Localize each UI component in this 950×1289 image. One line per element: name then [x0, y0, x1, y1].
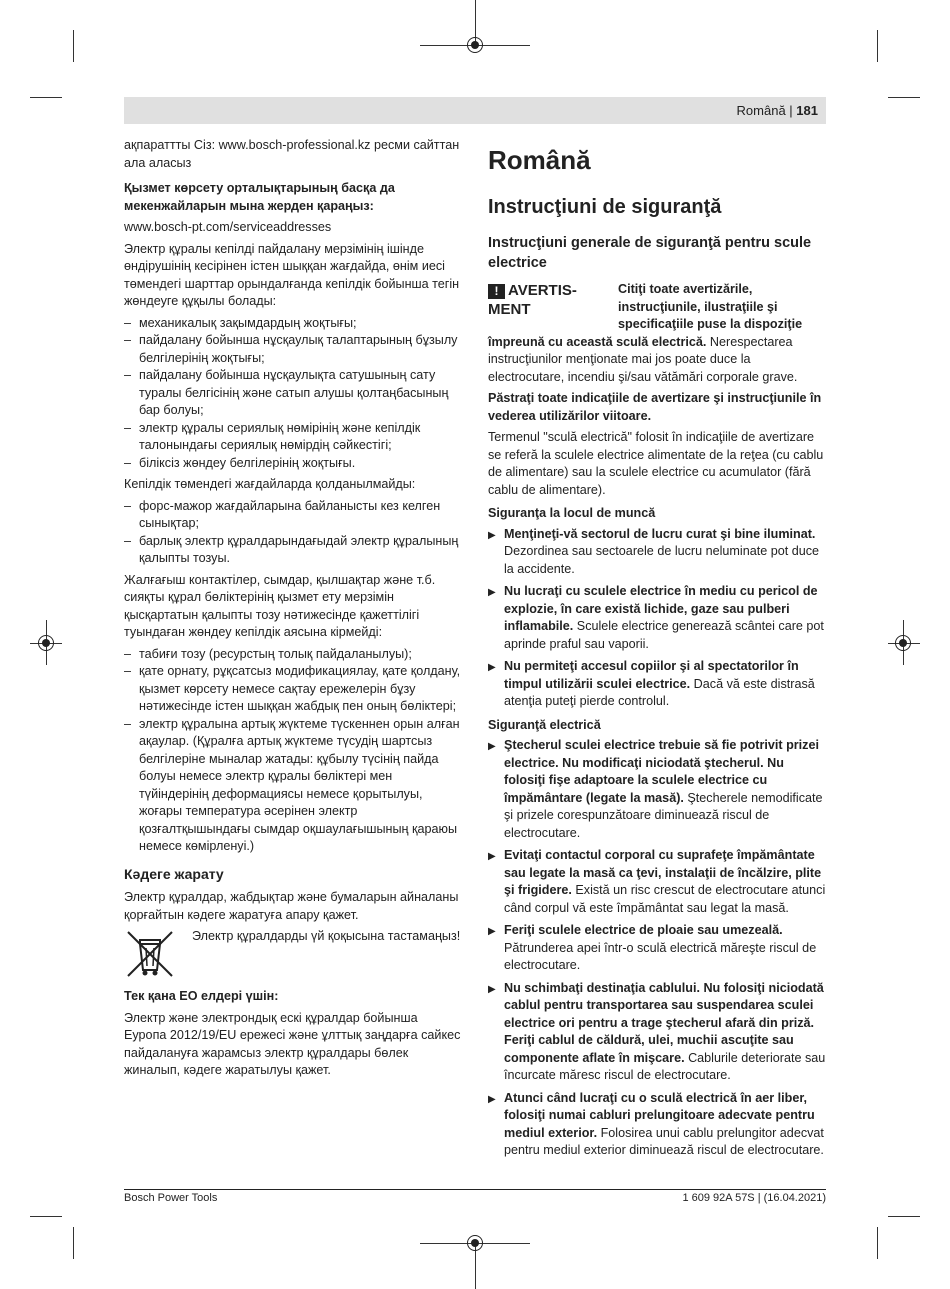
crop-mark	[30, 1216, 62, 1217]
crop-mark	[30, 97, 62, 98]
crop-mark	[73, 1227, 74, 1259]
warning-text: Citiţi toate avertizările, instrucţiunile, ilustraţiile şi specificaţiile puse la dispoziţie	[618, 282, 803, 331]
crop-mark	[877, 1227, 878, 1259]
weee-block	[124, 928, 462, 980]
list-item: ▶ Evitaţi contactul corporal cu suprafeţe împământate sau legate la masă ca ţevi, instalaţii de încălzire, plite şi frigidere. Există un risc crescut de electrocutare atunci când corpul vă este împământat sau legat la masă.	[488, 847, 826, 917]
header-language: Română	[736, 103, 786, 118]
footer-doc-number: 1 609 92A 57S | (16.04.2021)	[682, 1192, 826, 1204]
service-centers-heading: Қызмет көрсету орталықтарының басқа да мекенжайларын мына жерден қараңыз:	[124, 181, 395, 213]
paragraph: Электр құралдар, жабдықтар және бумаларын айналаны қорғайтын кәдеге жаратуға апару қажет.	[124, 890, 459, 922]
section-heading: Instrucţiuni de siguranţă	[488, 196, 722, 218]
disposal-heading: Кәдеге жарату	[124, 865, 224, 882]
crossed-bin-icon	[124, 928, 176, 980]
warning-label: ! AVERTIS-MENT	[488, 282, 577, 318]
subsection-heading: Instrucţiuni generale de siguranţă pentru scule electrice	[488, 235, 812, 271]
crop-mark	[888, 1216, 920, 1217]
registration-mark-icon	[38, 635, 54, 651]
list-item: – табиғи тозу (ресурстың толық пайдаланылуы);	[124, 646, 462, 664]
list-item: – электр құралына артық жүктеме түскеннен орын алған ақаулар. (Құралға артық жүктеме түсудің шартсыз белгілеріне мыналар жатады: құбылу түсінің пайда болуы немесе электр құралы бөліктері мен түйіндерінің деформациясы немесе қорытылуы, жоғары температура әсерінен электр қозғалтқышындағы сымдар оқшаулағышының қараюы немесе көмірленуі.)	[124, 716, 462, 856]
crop-mark	[888, 97, 920, 98]
list-item: – қате орнату, рұқсатсыз модификациялау, қате қолдану, қызмет көрсету немесе сақтау ережелерін бұзу нәтижесінде істен шыққан жабдық пен оның бөліктері;	[124, 663, 462, 716]
list-item: – механикалық зақымдардың жоқтығы;	[124, 315, 462, 333]
list-item: ▶ Nu lucraţi cu sculele electrice în mediu cu pericol de explozie, în care există lichide, gaze sau pulberi inflamabile. Sculele electrice generează scântei care pot aprinde praful sau vaporii.	[488, 583, 826, 653]
left-column	[124, 137, 462, 1084]
page-header: Română | 181	[124, 97, 826, 124]
list-item: ▶ Menţineţi-vă sectorul de lucru curat şi bine iluminat. Dezordinea sau sectoarele de lucru neluminate pot duce la accidente.	[488, 526, 826, 579]
work-area-list	[488, 526, 826, 711]
wear-list	[124, 646, 462, 856]
keep-instructions: Păstraţi toate indicaţiile de avertizare şi instrucţiunile în vederea utilizărilor viitoare.	[488, 391, 822, 423]
electrical-safety-list	[488, 737, 826, 1160]
work-area-heading: Siguranţa la locul de muncă	[488, 506, 656, 520]
warning-triangle-icon: !	[488, 284, 505, 299]
list-item: ▶ Nu schimbaţi destinaţia cablului. Nu folosiţi niciodată cablul pentru transportarea sau suspendarea sculei electrice ori pentru a trage ştecherul afară din priză. Feriţi cablul de căldură, ulei, muchii ascuţite sau componente aflate în mişcare. Cablurile deteriorate sau încurcate măresc riscul de electrocutare.	[488, 980, 826, 1085]
crop-mark	[73, 30, 74, 62]
warranty-conditions-list	[124, 315, 462, 473]
list-item: – форс-мажор жағдайларына байланысты кез келген сынықтар;	[124, 498, 462, 533]
list-item: – пайдалану бойынша нұсқаулық талаптарының бұзылу белгілерінің жоқтығы;	[124, 332, 462, 367]
warning-continuation: împreună cu această sculă electrică. Nerespectarea instrucţiunilor menţionate mai jos poate duce la electrocutare, incendiu şi/sau vătămări corporale grave.	[488, 334, 798, 384]
registration-mark-icon	[467, 1235, 483, 1251]
registration-mark-icon	[895, 635, 911, 651]
page-number: 181	[796, 103, 818, 118]
list-item: – барлық электр құралдарындағыдай электр құралының қалыпты тозуы.	[124, 533, 462, 568]
list-item: ▶ Atunci când lucraţi cu o sculă electrică în aer liber, folosiţi numai cabluri prelungitoare adecvate pentru mediul exterior. Folosirea unui cablu prelungitor adecvat pentru mediul exterior diminuează riscul de electrocutare.	[488, 1090, 826, 1160]
list-item: ▶ Ştecherul sculei electrice trebuie să fie potrivit prizei electrice. Nu modificaţi niciodată ştecherul. Nu folosiţi fişe adaptoare la sculele electrice cu împământare (legate la masă). Ştecherele nemodificate şi prizele corespunzătoare diminuează riscul de electrocutare.	[488, 737, 826, 842]
eu-only-heading: Тек қана ЕО елдері үшін:	[124, 989, 279, 1003]
weee-text: Электр құралдарды үй қоқысына тастамаңыз!	[192, 929, 461, 943]
service-url: www.bosch-pt.com/serviceaddresses	[124, 220, 332, 234]
paragraph: ақпараттты Сіз: www.bosch-professional.kz ресми сайттан ала аласыз	[124, 138, 460, 170]
list-item: – біліксіз жөндеу белгілерінің жоқтығы.	[124, 455, 462, 473]
paragraph: Жалғағыш контактілер, сымдар, қылшақтар және т.б. сияқты құрал бөлiктерiнiң қызмет ету мерзімін қысқартатын қалыпты тозу нәтижесінде қажеттілігі туындаған жөндеу кепілдік аясына кірмейді:	[124, 572, 436, 639]
list-item: ▶ Feriţi sculele electrice de ploaie sau umezeală. Pătrunderea apei într-o sculă electrică măreşte riscul de electrocutare.	[488, 922, 826, 975]
electrical-safety-heading: Siguranţă electrică	[488, 717, 601, 732]
footer-brand: Bosch Power Tools	[124, 1192, 218, 1204]
list-item: ▶ Nu permiteţi accesul copiilor şi al spectatorilor în timpul utilizării sculei electrice. Dacă vă este distrasă atenţia puteţi pierde controlul.	[488, 658, 826, 711]
language-title: Română	[488, 145, 591, 175]
warning-block	[488, 281, 826, 334]
right-column	[488, 137, 826, 1165]
footer-rule	[124, 1189, 826, 1190]
crop-mark	[877, 30, 878, 62]
paragraph: Электр және электрондық ескі құралдар бойынша Еуропа 2012/19/EU ережесі және ұлттық заңдарға сайкес пайдалануға жарамсыз электр құралдары бөлек жиналып, кәдеге жаратылуы қажет.	[124, 1010, 461, 1077]
registration-mark-icon	[467, 37, 483, 53]
warranty-paragraph: Электр құралы кепілді пайдалану мерзімінің ішінде өндірушінің кесірінен істен шыққан жағдайда, өнім иесі төмендегі шарттар орындалғанда кепілдік бойынша тегін жөндеуге құқылы болады:	[124, 241, 460, 308]
list-item: – пайдалану бойынша нұсқаулықта сатушының сату туралы белгісінің және сатып алушы қолтаңбасының бар болуы;	[124, 367, 462, 420]
paragraph: Кепілдік төмендегі жағдайларда қолданылмайды:	[124, 477, 416, 491]
list-item: – электр құралы сериялық нөмірінің және кепілдік талонындағы сериялық нөмірдің сәйкестігі;	[124, 420, 462, 455]
exclusions-list	[124, 498, 462, 568]
term-definition: Termenul "sculă electrică" folosit în indicaţiile de avertizare se referă la sculele electrice alimentate de la reţea (cu cablu de alimentare) sau la sculele electrice cu acumulator (fără cablu de alimentare).	[488, 430, 824, 497]
